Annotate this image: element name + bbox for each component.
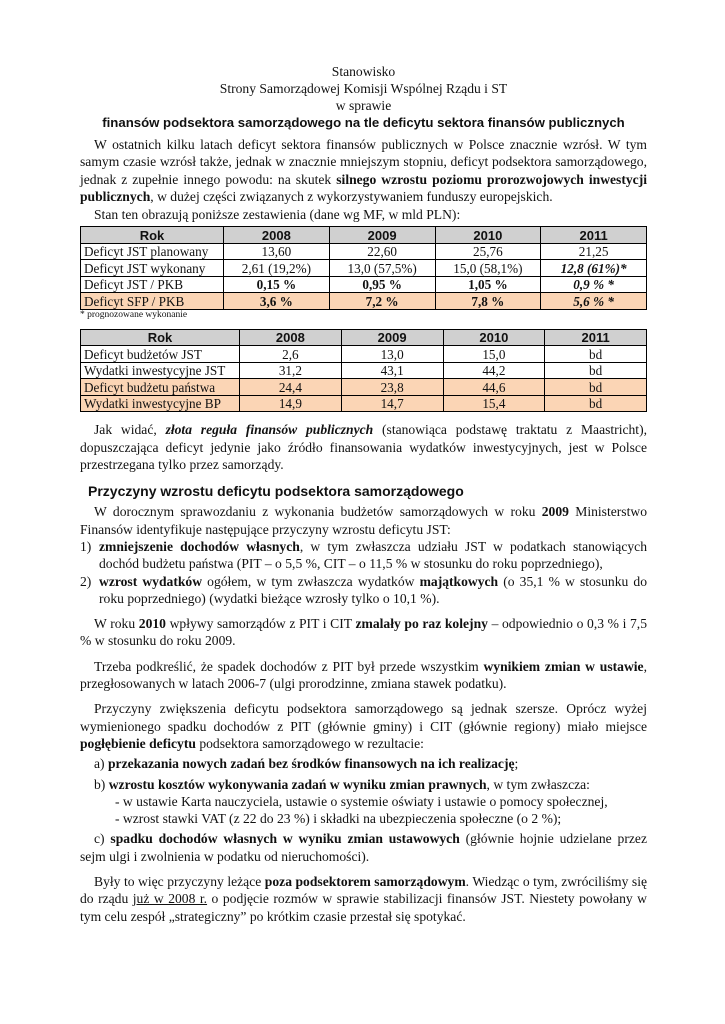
list-item-text [99,573,647,608]
list-item [80,538,647,573]
consequence-text-bold: przekazania nowych zadań bez środków finansowych na ich realizację [107,756,515,772]
table-cell: bd [545,346,647,363]
table-cell: bd [545,379,647,396]
section-paragraph-4 [80,700,647,752]
table-cell: 22,60 [329,243,435,260]
table-cell: 43,1 [341,362,443,379]
table-header-row [81,329,647,346]
table-header-cell: 2008 [224,227,330,244]
section-text-bold: 2009 [541,504,569,520]
table-cell: 13,0 (57,5%) [329,260,435,277]
table-cell: 0,15 % [224,276,330,293]
intro-text-c: , w dużej części związanych z wykorzystywaniem funduszy europejskich. [150,188,553,204]
list-text-bold: zmniejszenie dochodów własnych [99,538,300,554]
consequence-b-sub-1: - w ustawie Karta nauczyciela, ustawie o systemie oświaty i ustawie o pomocy społecznej, [115,793,608,809]
table-header-cell: 2010 [443,329,545,346]
table-cell: 13,60 [224,243,330,260]
table-cell: Deficyt JST / PKB [81,276,224,293]
tables-intro: Stan ten obrazują poniższe zestawienia (dane wg MF, w mld PLN): [94,207,461,223]
section-text: wpływy samorządów z PIT i CIT [165,616,356,632]
table-row [81,276,647,293]
table-header-cell: Rok [81,227,224,244]
section-text-bold: poza podsektorem samorządowym [264,874,466,890]
consequence-marker: a) [94,756,108,772]
consequence-text: , w tym zwłaszcza: [486,776,590,792]
intro-text-bold: silnego wzrostu poziomu prorozwojowych inwestycji publicznych [80,171,648,204]
section-text-bold: pogłębienie deficytu [80,735,196,751]
document-page [80,63,647,925]
table-header-cell: 2009 [341,329,443,346]
table-cell: 14,9 [240,395,342,412]
deficit-table-2 [80,329,647,413]
header-line-commission: Strony Samorządowej Komisji Wspólnej Rządu i ST [219,81,508,96]
table-cell: Deficyt budżetów JST [81,346,240,363]
section-text-bold: zmalały po raz kolejny [355,616,488,632]
section-paragraph-1 [80,503,647,538]
document-header [80,63,647,131]
table-cell: 1,05 % [435,276,541,293]
table-cell: 5,6 % * [541,293,647,310]
consequence-a [80,755,647,772]
section-text: o podjęcie rozmów w sprawie stabilizacji finansów JST. Niestety powołany w tym celu zespół „strategiczny” po krótkim czasie przestał się spotykać. [80,891,647,924]
table-cell: 13,0 [341,346,443,363]
list-item [80,573,647,608]
table-row-highlighted [81,379,647,396]
table-footnote: * prognozowane wykonanie [80,309,188,320]
table-cell: 25,76 [435,243,541,260]
table-header-cell: 2010 [435,227,541,244]
table-cell: 23,8 [341,379,443,396]
table-cell: Deficyt JST wykonany [81,260,224,277]
section-text: Przyczyny zwiększenia deficytu podsektora samorządowego są jednak szersze. Oprócz wyżej wymienionego spadku dochodów z PIT (głównie gminy) i CIT (głównie regiony) miało miejsce [80,701,647,734]
table-header-cell: 2009 [329,227,435,244]
consequence-text: (głównie hojnie udzielane przez sejm ulgi i zwolnienia w podatku od nieruchomości). [80,831,647,864]
deficit-table-1 [80,226,647,310]
section-heading: Przyczyny wzrostu deficytu podsektora samorządowego [88,483,464,500]
table-row [81,346,647,363]
table-cell: 15,0 (58,1%) [435,260,541,277]
table-row-highlighted [81,395,647,412]
table-header-cell: 2011 [541,227,647,244]
section-text: W dorocznym sprawozdaniu z wykonania budżetów samorządowych w roku [94,504,542,520]
list-number: 1) [80,538,92,554]
section-text: . Wiedząc o tym, zwróciliśmy się do rządu [80,874,648,907]
table-cell: 0,95 % [329,276,435,293]
table-header-cell: 2011 [545,329,647,346]
table-cell: 7,2 % [329,293,435,310]
section-text: Były to więc przyczyny leżące [94,874,265,890]
list-number: 2) [80,573,92,589]
table-cell: 44,2 [443,362,545,379]
table-cell: 31,2 [240,362,342,379]
table-cell: 0,9 % * [541,276,647,293]
table-row-highlighted [81,293,647,310]
section-text-bold: wynikiem zmian w ustawie [483,658,644,674]
table-cell: 44,6 [443,379,545,396]
table-cell: bd [545,362,647,379]
table-header-row [81,227,647,244]
table-cell: 7,8 % [435,293,541,310]
consequence-text-bold: spadku dochodów własnych w wyniku zmian ustawowych [110,831,460,847]
table-cell: 15,0 [443,346,545,363]
table-cell: Wydatki inwestycyjne JST [81,362,240,379]
consequence-marker: c) [94,831,111,847]
list-text: (o 35,1 % w stosunku do roku poprzedniego) (wydatki bieżące wzrosły tylko o 10,1 %). [99,573,647,606]
section-text: – odpowiednio o 0,3 % i 7,5 % w stosunku do roku 2009. [80,616,647,649]
document-title: finansów podsektora samorządowego na tle deficytu sektora finansów publicznych [102,115,625,130]
section-paragraph-2 [80,615,647,650]
table-cell: 21,25 [541,243,647,260]
table-cell: 14,7 [341,395,443,412]
golden-rule-paragraph [80,421,647,473]
golden-rule-text-a: Jak widać, [94,422,166,438]
header-line-w-sprawie: w sprawie [335,98,392,113]
table-cell: Wydatki inwestycyjne BP [81,395,240,412]
table-cell: 12,8 (61%)* [541,260,647,277]
consequence-b [80,776,647,793]
consequence-c [80,830,647,865]
list-item-text [99,538,647,573]
consequence-marker: b) [94,776,109,792]
table-header-cell: Rok [81,329,240,346]
table-header-cell: 2008 [240,329,342,346]
table-cell: Deficyt JST planowany [81,243,224,260]
table-cell: 2,61 (19,2%) [224,260,330,277]
section-text-underlined: już w 2008 r. [132,891,208,907]
table-row [81,260,647,277]
section-text: podsektora samorządowego w rezultacie: [195,735,424,751]
table-cell: Deficyt SFP / PKB [81,293,224,310]
section-text: W roku [94,616,139,632]
consequence-b-sub-2: - wzrost stawki VAT (z 22 do 23 %) i składki na ubezpieczenia społeczne (o 2 %); [115,811,562,827]
intro-paragraph [80,136,647,205]
table-row [81,243,647,260]
table-row [81,362,647,379]
list-text: ogółem, w tym zwłaszcza wydatków [202,573,420,589]
list-text-bold: majątkowych [419,573,499,589]
table-cell: 3,6 % [224,293,330,310]
consequence-text: ; [514,756,519,772]
table-cell: 2,6 [240,346,342,363]
golden-rule-emphasis: złota reguła finansów publicznych [165,422,374,438]
table-cell: bd [545,395,647,412]
section-text-bold: 2010 [138,616,166,632]
table-cell: 24,4 [240,379,342,396]
consequence-text-bold: wzrostu kosztów wykonywania zadań w wyniku zmian prawnych [108,776,487,792]
section-text: Trzeba podkreślić, że spadek dochodów z PIT był przede wszystkim [94,658,484,674]
table-cell: 15,4 [443,395,545,412]
causes-list [80,538,647,607]
section-text: , przegłosowanych w latach 2006-7 (ulgi prorodzinne, zmiana stawek podatku). [80,658,647,692]
table-cell: Deficyt budżetu państwa [81,379,240,396]
list-text-bold: wzrost wydatków [99,573,203,589]
intro-text-a: W ostatnich kilku latach deficyt sektora finansów publicznych w Polsce znacznie wzrósł. W tym samym czasie wzrósł także, jednak w znacznie mniejszym stopniu, deficyt podsektora samorządowego, jednak z zupełnie innego powodu: na skutek [80,137,647,187]
list-text: , w tym zwłaszcza udziału JST w podatkach stanowiących dochód budżetu państwa (PIT – o 5,5 %, CIT – o 11,5 % w stosunku do roku poprzedniego), [99,538,647,572]
section-paragraph-3 [80,658,647,693]
golden-rule-text-c: (stanowiąca podstawę traktatu z Maastricht), dopuszczająca deficyt jedynie jako źródło finansowania wydatków inwestycyjnych, jest w Polsce przestrzegana tylko przez samorządy. [80,422,648,473]
section-text: Ministerstwo Finansów identyfikuje następujące przyczyny wzrostu deficytu JST: [80,504,647,537]
header-line-stanowisko: Stanowisko [331,64,396,79]
section-paragraph-5 [80,873,647,925]
